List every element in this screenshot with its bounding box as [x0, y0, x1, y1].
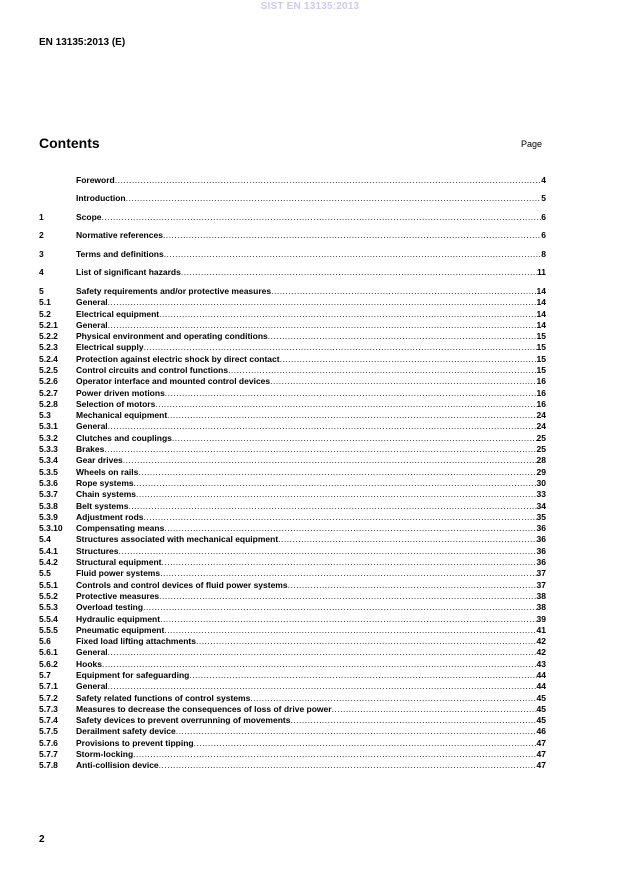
- toc-entry-number: 5.4.1: [39, 545, 58, 556]
- toc-dot-leader: [159, 760, 537, 771]
- toc-entry[interactable]: [39, 602, 546, 613]
- toc-entry-page: 38: [536, 590, 546, 601]
- toc-entry-page: 24: [536, 410, 546, 421]
- toc-entry-title: Physical environment and operating conditions: [76, 331, 268, 342]
- toc-entry[interactable]: [39, 534, 546, 545]
- toc-dot-leader: [108, 320, 537, 331]
- toc-entry[interactable]: [39, 557, 546, 568]
- toc-entry[interactable]: [39, 614, 546, 625]
- toc-entry-title: Safety requirements and/or protective measures: [76, 285, 272, 296]
- toc-dot-leader: [160, 614, 536, 625]
- toc-entry-page: 45: [536, 715, 546, 726]
- toc-entry-page: 30: [536, 477, 546, 488]
- toc-entry-page: 5: [541, 193, 546, 204]
- toc-entry[interactable]: [39, 309, 546, 320]
- toc-entry[interactable]: [39, 320, 546, 331]
- toc-entry[interactable]: [39, 512, 546, 523]
- toc-entry-title: General: [76, 681, 108, 692]
- toc-dot-leader: [108, 647, 537, 658]
- toc-entry-number: 5.7.5: [39, 726, 58, 737]
- toc-entry-page: 29: [536, 466, 546, 477]
- toc-entry[interactable]: [39, 267, 546, 278]
- toc-dot-leader: [176, 726, 537, 737]
- toc-dot-leader: [108, 297, 537, 308]
- toc-entry[interactable]: [39, 568, 546, 579]
- toc-entry-page: 14: [536, 319, 546, 330]
- toc-entry-page: 28: [536, 455, 546, 466]
- toc-entry-page: 47: [536, 749, 546, 760]
- toc-entry-title: Power driven motions: [76, 387, 165, 398]
- toc-entry-page: 47: [536, 737, 546, 748]
- toc-entry[interactable]: [39, 433, 546, 444]
- toc-dot-leader: [164, 625, 536, 636]
- toc-entry-page: 36: [536, 545, 546, 556]
- toc-entry-title: General: [76, 297, 108, 308]
- toc-dot-leader: [288, 580, 537, 591]
- toc-entry-title: Scope: [76, 211, 102, 222]
- toc-entry[interactable]: [39, 636, 546, 647]
- page-number: 2: [39, 834, 45, 845]
- toc-entry-page: 33: [536, 489, 546, 500]
- toc-entry-number: 5.7.4: [39, 715, 58, 726]
- toc-dot-leader: [144, 342, 537, 353]
- toc-dot-leader: [126, 193, 542, 204]
- toc-entry[interactable]: [39, 376, 546, 387]
- toc-entry-number: 5.2.1: [39, 319, 58, 330]
- toc-entry-number: 5.5.4: [39, 613, 58, 624]
- toc-entry-number: 5.7.3: [39, 703, 58, 714]
- toc-entry[interactable]: [39, 342, 546, 353]
- toc-dot-leader: [280, 354, 537, 365]
- toc-entry-title: Control circuits and control functions: [76, 364, 229, 375]
- toc-entry-page: 11: [537, 267, 546, 278]
- toc-entry-page: 47: [536, 760, 546, 771]
- toc-entry-title: Electrical supply: [76, 342, 144, 353]
- toc-entry-page: 37: [536, 568, 546, 579]
- toc-dot-leader: [290, 715, 536, 726]
- toc-entry[interactable]: [39, 681, 546, 692]
- toc-entry-title: Hooks: [76, 658, 102, 669]
- toc-dot-leader: [164, 523, 536, 534]
- toc-entry-title: Derailment safety device: [76, 726, 176, 737]
- toc-entry-title: Gear drives: [76, 455, 123, 466]
- toc-entry-title: Measures to decrease the consequences of loss of drive power: [76, 703, 332, 714]
- toc-dot-leader: [108, 681, 537, 692]
- toc-entry-page: 39: [536, 613, 546, 624]
- toc-entry[interactable]: [39, 331, 546, 342]
- toc-dot-leader: [271, 286, 536, 297]
- toc-entry-title: Storm-locking: [76, 749, 134, 760]
- toc-entry-number: 5.3.10: [39, 523, 63, 534]
- toc-entry-number: 5.2.2: [39, 331, 58, 342]
- toc-dot-leader: [167, 410, 536, 421]
- toc-entry-number: 5.3.1: [39, 421, 58, 432]
- toc-entry-page: 36: [536, 534, 546, 545]
- toc-entry-title: Electrical equipment: [76, 308, 160, 319]
- toc-entry[interactable]: [39, 478, 546, 489]
- watermark: SIST EN 13135:2013: [260, 1, 360, 12]
- toc-entry-page: 16: [536, 376, 546, 387]
- toc-entry-number: 5.2.7: [39, 387, 58, 398]
- toc-entry[interactable]: [39, 647, 546, 658]
- toc-entry-title: Wheels on rails: [76, 466, 139, 477]
- toc-entry-page: 35: [536, 511, 546, 522]
- toc-dot-leader: [134, 478, 537, 489]
- toc-entry[interactable]: [39, 659, 546, 670]
- toc-entry-page: 15: [536, 364, 546, 375]
- toc-entry-number: 5: [39, 285, 44, 296]
- toc-dot-leader: [196, 636, 537, 647]
- toc-entry[interactable]: [39, 704, 546, 715]
- toc-dot-leader: [189, 670, 536, 681]
- toc-entry[interactable]: [39, 297, 546, 308]
- toc-dot-leader: [268, 331, 537, 342]
- toc-entry-number: 5.7.1: [39, 681, 58, 692]
- toc-entry-page: 38: [536, 602, 546, 613]
- toc-entry[interactable]: [39, 249, 546, 260]
- toc-entry[interactable]: [39, 193, 546, 204]
- toc-entry-number: 2: [39, 230, 44, 241]
- toc-entry-number: 5.7.8: [39, 760, 58, 771]
- toc-entry[interactable]: [39, 410, 546, 421]
- toc-entry-title: Structural equipment: [76, 557, 162, 568]
- toc-entry-title: Brakes: [76, 444, 105, 455]
- toc-entry[interactable]: [39, 230, 546, 241]
- toc-entry-title: Mechanical equipment: [76, 410, 168, 421]
- toc-entry[interactable]: [39, 591, 546, 602]
- toc-dot-leader: [172, 433, 537, 444]
- toc-entry-page: 16: [536, 387, 546, 398]
- toc-entry-title: General: [76, 647, 108, 658]
- toc-entry-number: 5.5: [39, 568, 51, 579]
- toc-dot-leader: [104, 444, 536, 455]
- contents-heading: Contents: [39, 135, 100, 151]
- toc-entry-number: 5.7: [39, 670, 51, 680]
- toc-dot-leader: [161, 557, 536, 568]
- toc-entry[interactable]: [39, 625, 546, 636]
- toc-dot-leader: [165, 388, 537, 399]
- toc-entry[interactable]: [39, 399, 546, 410]
- toc-entry-number: 5.3.8: [39, 500, 58, 511]
- toc-entry-page: 43: [536, 658, 546, 669]
- toc-entry[interactable]: [39, 580, 546, 591]
- toc-entry-title: Terms and definitions: [76, 248, 164, 259]
- toc-dot-leader: [332, 704, 537, 715]
- toc-entry-title: Adjustment rods: [76, 511, 144, 522]
- toc-entry-page: 15: [536, 353, 546, 364]
- toc-entry-number: 5.3.3: [39, 444, 58, 455]
- toc-entry-title: Compensating means: [76, 523, 165, 534]
- toc-entry-number: 5.4: [39, 534, 51, 545]
- toc-entry-title: Introduction: [76, 193, 126, 204]
- toc-dot-leader: [194, 738, 537, 749]
- toc-entry[interactable]: [39, 738, 546, 749]
- toc-dot-leader: [108, 421, 537, 432]
- toc-dot-leader: [181, 267, 537, 278]
- toc-entry[interactable]: [39, 467, 546, 478]
- toc-entry-number: 5.3.6: [39, 477, 58, 488]
- toc-entry-title: Anti-collision device: [76, 760, 159, 771]
- toc-entry-number: 5.5.5: [39, 624, 58, 635]
- toc-entry-number: 5.7.2: [39, 692, 58, 703]
- toc-dot-leader: [163, 230, 541, 241]
- toc-entry-number: 5.2.3: [39, 342, 58, 353]
- toc-entry-title: Provisions to prevent tipping: [76, 737, 194, 748]
- toc-dot-leader: [102, 659, 537, 670]
- toc-entry-number: 5.2.4: [39, 353, 58, 364]
- toc-entry-page: 15: [536, 331, 546, 342]
- toc-dot-leader: [159, 591, 536, 602]
- toc-entry-title: Fluid power systems: [76, 568, 161, 579]
- toc-entry-number: 3: [39, 248, 44, 259]
- toc-entry[interactable]: [39, 693, 546, 704]
- toc-entry-page: 14: [536, 297, 546, 308]
- toc-entry[interactable]: [39, 715, 546, 726]
- toc-entry-number: 4: [39, 267, 44, 278]
- toc-entry-number: 5.3.4: [39, 455, 58, 466]
- toc-entry-title: Equipment for safeguarding: [76, 670, 190, 680]
- toc-entry-page: 42: [536, 636, 546, 647]
- toc-entry[interactable]: [39, 421, 546, 432]
- toc-dot-leader: [155, 399, 536, 410]
- toc-entry-page: 41: [536, 624, 546, 635]
- page-column-label: Page: [521, 139, 543, 149]
- toc-dot-leader: [159, 309, 536, 320]
- toc-entry[interactable]: [39, 523, 546, 534]
- toc-dot-leader: [102, 212, 542, 223]
- toc-dot-leader: [228, 365, 536, 376]
- toc-entry-page: 44: [536, 670, 546, 680]
- toc-entry-page: 34: [536, 500, 546, 511]
- toc-entry[interactable]: [39, 388, 546, 399]
- toc-entry-title: Pneumatic equipment: [76, 624, 165, 635]
- toc-entry-number: 5.7.7: [39, 749, 58, 760]
- toc-entry[interactable]: [39, 726, 546, 737]
- toc-entry-title: General: [76, 319, 108, 330]
- toc-entry[interactable]: [39, 286, 546, 297]
- toc-entry-page: 44: [536, 681, 546, 692]
- toc-entry-page: 45: [536, 703, 546, 714]
- toc-entry-page: 14: [536, 285, 546, 296]
- toc-entry-page: 4: [541, 175, 546, 185]
- toc-entry[interactable]: [39, 760, 546, 771]
- toc-entry-page: 25: [536, 444, 546, 455]
- toc-entry-title: Rope systems: [76, 477, 134, 488]
- toc-entry-number: 5.6.1: [39, 647, 58, 658]
- toc-entry-number: 5.2.5: [39, 364, 58, 375]
- toc-entry-title: Structures associated with mechanical equipment: [76, 534, 279, 545]
- toc-entry-number: 5.7.6: [39, 737, 58, 748]
- toc-dot-leader: [164, 249, 542, 260]
- toc-entry-page: 46: [536, 726, 546, 737]
- toc-entry-title: Chain systems: [76, 489, 136, 500]
- toc-entry-page: 6: [541, 211, 546, 222]
- toc-entry[interactable]: [39, 365, 546, 376]
- toc-entry-number: 1: [39, 211, 44, 222]
- toc-dot-leader: [133, 749, 536, 760]
- toc-entry-title: Hydraulic equipment: [76, 613, 161, 624]
- toc-entry-number: 5.2.8: [39, 398, 58, 409]
- toc-entry-page: 6: [541, 230, 546, 241]
- toc-entry-title: Safety devices to prevent overrunning of movements: [76, 715, 291, 726]
- toc-entry[interactable]: [39, 501, 546, 512]
- toc-entry-page: 36: [536, 523, 546, 534]
- toc-entry[interactable]: [39, 354, 546, 365]
- toc-dot-leader: [136, 489, 537, 500]
- toc-entry-title: Controls and control devices of fluid power systems: [76, 579, 288, 590]
- toc-entry-number: 5.6.2: [39, 658, 58, 669]
- toc-entry-title: Protective measures: [76, 590, 160, 601]
- toc-entry-number: 5.2.6: [39, 376, 58, 387]
- toc-entry[interactable]: [39, 212, 546, 223]
- toc-entry-page: 45: [536, 692, 546, 703]
- toc-entry-title: Fixed load lifting attachments: [76, 636, 196, 647]
- toc-entry[interactable]: [39, 749, 546, 760]
- toc-entry-number: 5.3: [39, 410, 51, 421]
- toc-entry-title: Safety related functions of control systems: [76, 692, 251, 703]
- toc-dot-leader: [138, 467, 536, 478]
- toc-entry[interactable]: [39, 444, 546, 455]
- toc-entry-number: 5.6: [39, 636, 51, 647]
- toc-entry-title: Belt systems: [76, 500, 129, 511]
- toc-entry-title: Overload testing: [76, 602, 144, 613]
- toc-entry-number: 5.3.2: [39, 432, 58, 443]
- toc-entry-title: Foreword: [76, 175, 115, 185]
- toc-entry-page: 8: [541, 248, 546, 259]
- toc-entry-page: 14: [536, 308, 546, 319]
- toc-dot-leader: [128, 501, 536, 512]
- toc-entry[interactable]: [39, 670, 546, 681]
- toc-dot-leader: [278, 534, 536, 545]
- toc-dot-leader: [160, 568, 536, 579]
- toc-entry-number: 5.4.2: [39, 557, 58, 568]
- toc-dot-leader: [115, 175, 542, 186]
- toc-entry-number: 5.2: [39, 308, 51, 319]
- toc-entry-number: 5.5.3: [39, 602, 58, 613]
- toc-dot-leader: [250, 693, 536, 704]
- toc-entry-title: Clutches and couplings: [76, 432, 172, 443]
- toc-entry-number: 5.5.2: [39, 590, 58, 601]
- toc-entry-page: 37: [536, 579, 546, 590]
- toc-entry-title: Protection against electric shock by direct contact: [76, 353, 280, 364]
- table-of-contents: [39, 175, 546, 772]
- toc-entry[interactable]: [39, 489, 546, 500]
- toc-entry-title: Normative references: [76, 230, 163, 241]
- toc-dot-leader: [144, 512, 537, 523]
- document-id: EN 13135:2013 (E): [39, 37, 126, 48]
- toc-entry[interactable]: [39, 175, 546, 186]
- toc-entry-number: 5.5.1: [39, 579, 58, 590]
- toc-dot-leader: [123, 455, 537, 466]
- toc-entry-title: Operator interface and mounted control devices: [76, 376, 271, 387]
- toc-entry-title: Structures: [76, 545, 119, 556]
- toc-entry-page: 25: [536, 432, 546, 443]
- toc-entry-page: 15: [536, 342, 546, 353]
- toc-entry[interactable]: [39, 455, 546, 466]
- toc-dot-leader: [143, 602, 536, 613]
- toc-entry-page: 16: [536, 398, 546, 409]
- toc-entry-number: 5.3.9: [39, 511, 58, 522]
- toc-entry-title: List of significant hazards: [76, 267, 181, 278]
- toc-entry-number: 5.1: [39, 297, 51, 308]
- toc-entry[interactable]: [39, 546, 546, 557]
- toc-entry-number: 5.3.5: [39, 466, 58, 477]
- toc-entry-page: 42: [536, 647, 546, 658]
- toc-dot-leader: [270, 376, 536, 387]
- toc-entry-title: Selection of motors: [76, 398, 156, 409]
- toc-entry-title: General: [76, 421, 108, 432]
- toc-entry-page: 24: [536, 421, 546, 432]
- toc-entry-number: 5.3.7: [39, 489, 58, 500]
- toc-dot-leader: [119, 546, 537, 557]
- toc-entry-page: 36: [536, 557, 546, 568]
